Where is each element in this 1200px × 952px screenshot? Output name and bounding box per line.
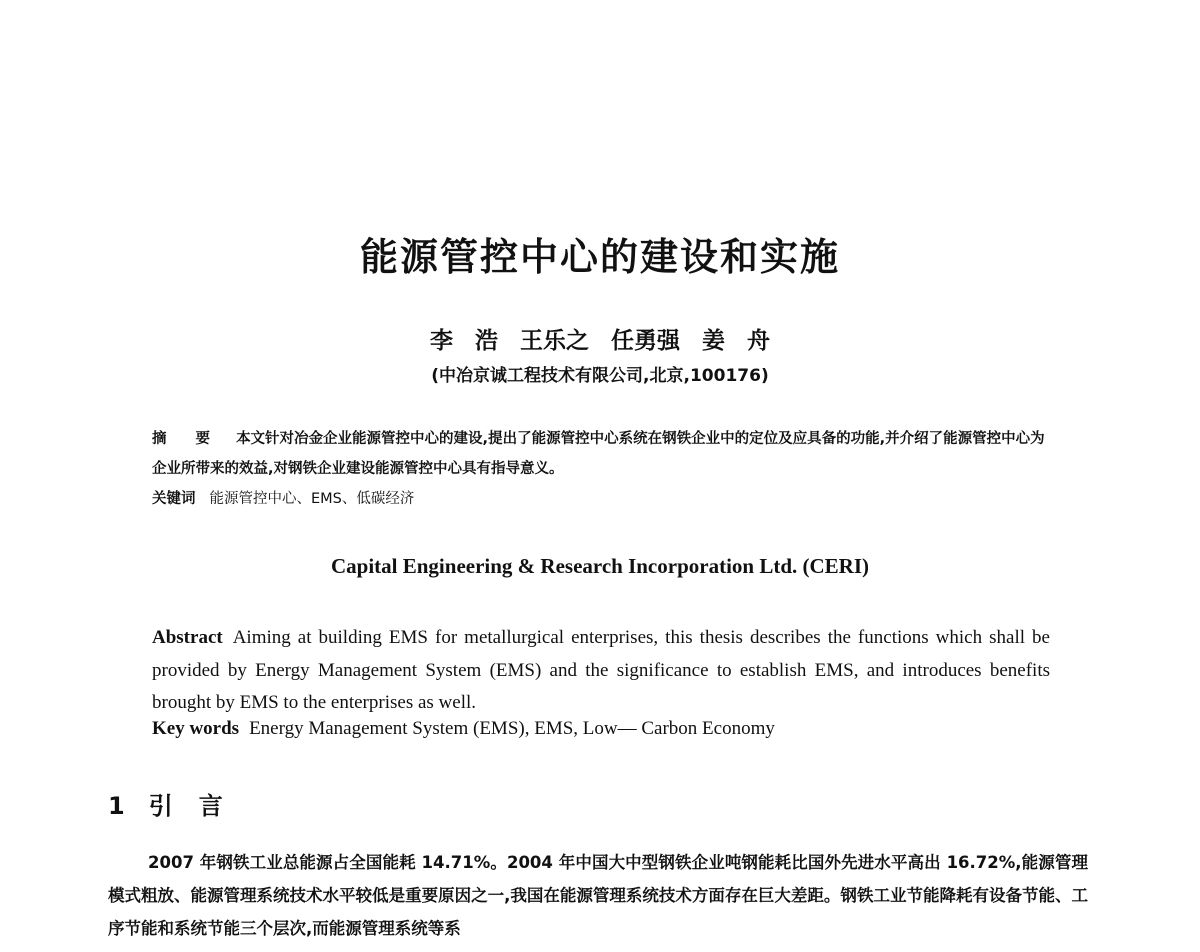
author-list: 李 浩 王乐之 任勇强 姜 舟	[429, 327, 771, 354]
english-abstract	[152, 622, 1050, 720]
section-number: 1	[108, 792, 125, 820]
chinese-keywords-label: 关键词	[152, 491, 196, 507]
paper-title: 能源管控中心的建设和实施	[359, 235, 840, 279]
section-heading	[108, 786, 249, 821]
organization-name: Capital Engineering & Research Incorporation Ltd. (CERI)	[330, 554, 870, 578]
affiliation: (中冶京诚工程技术有限公司,北京,100176)	[431, 366, 769, 386]
english-keywords	[152, 718, 775, 740]
english-abstract-text: Aiming at building EMS for metallurgical enterprises, this thesis describes the functions which shall be provided by Energy Management System (EMS) and the significance to establish EMS, and introduces benefits brought by EMS to the enterprises as well.	[152, 627, 1050, 713]
english-keywords-label: Key words	[152, 718, 240, 739]
section-title: 引言	[148, 792, 249, 820]
chinese-keywords	[152, 487, 414, 508]
chinese-abstract	[152, 424, 1052, 484]
body-paragraph: 2007 年钢铁工业总能源占全国能耗 14.71%。2004 年中国大中型钢铁企业吨钢能耗比国外先进水平高出 16.72%,能源管理模式粗放、能源管理系统技术水平较低是重要原因之一,我国在能源管理系统技术方面存在巨大差距。钢铁工业节能降耗有设备节能、工序节能和系统节能三个层次,而能源管理系统等系	[108, 853, 1088, 938]
english-abstract-label: Abstract	[152, 627, 223, 648]
chinese-keywords-text: 能源管控中心、EMS、低碳经济	[209, 491, 415, 507]
english-keywords-text: Energy Management System (EMS), EMS, Low— Carbon Economy	[249, 718, 775, 739]
chinese-abstract-label: 摘 要	[152, 431, 223, 447]
chinese-abstract-text: 本文针对冶金企业能源管控中心的建设,提出了能源管控中心系统在钢铁企业中的定位及应具备的功能,并介绍了能源管控中心为企业所带来的效益,对钢铁企业建设能源管控中心具有指导意义。	[152, 431, 1045, 477]
